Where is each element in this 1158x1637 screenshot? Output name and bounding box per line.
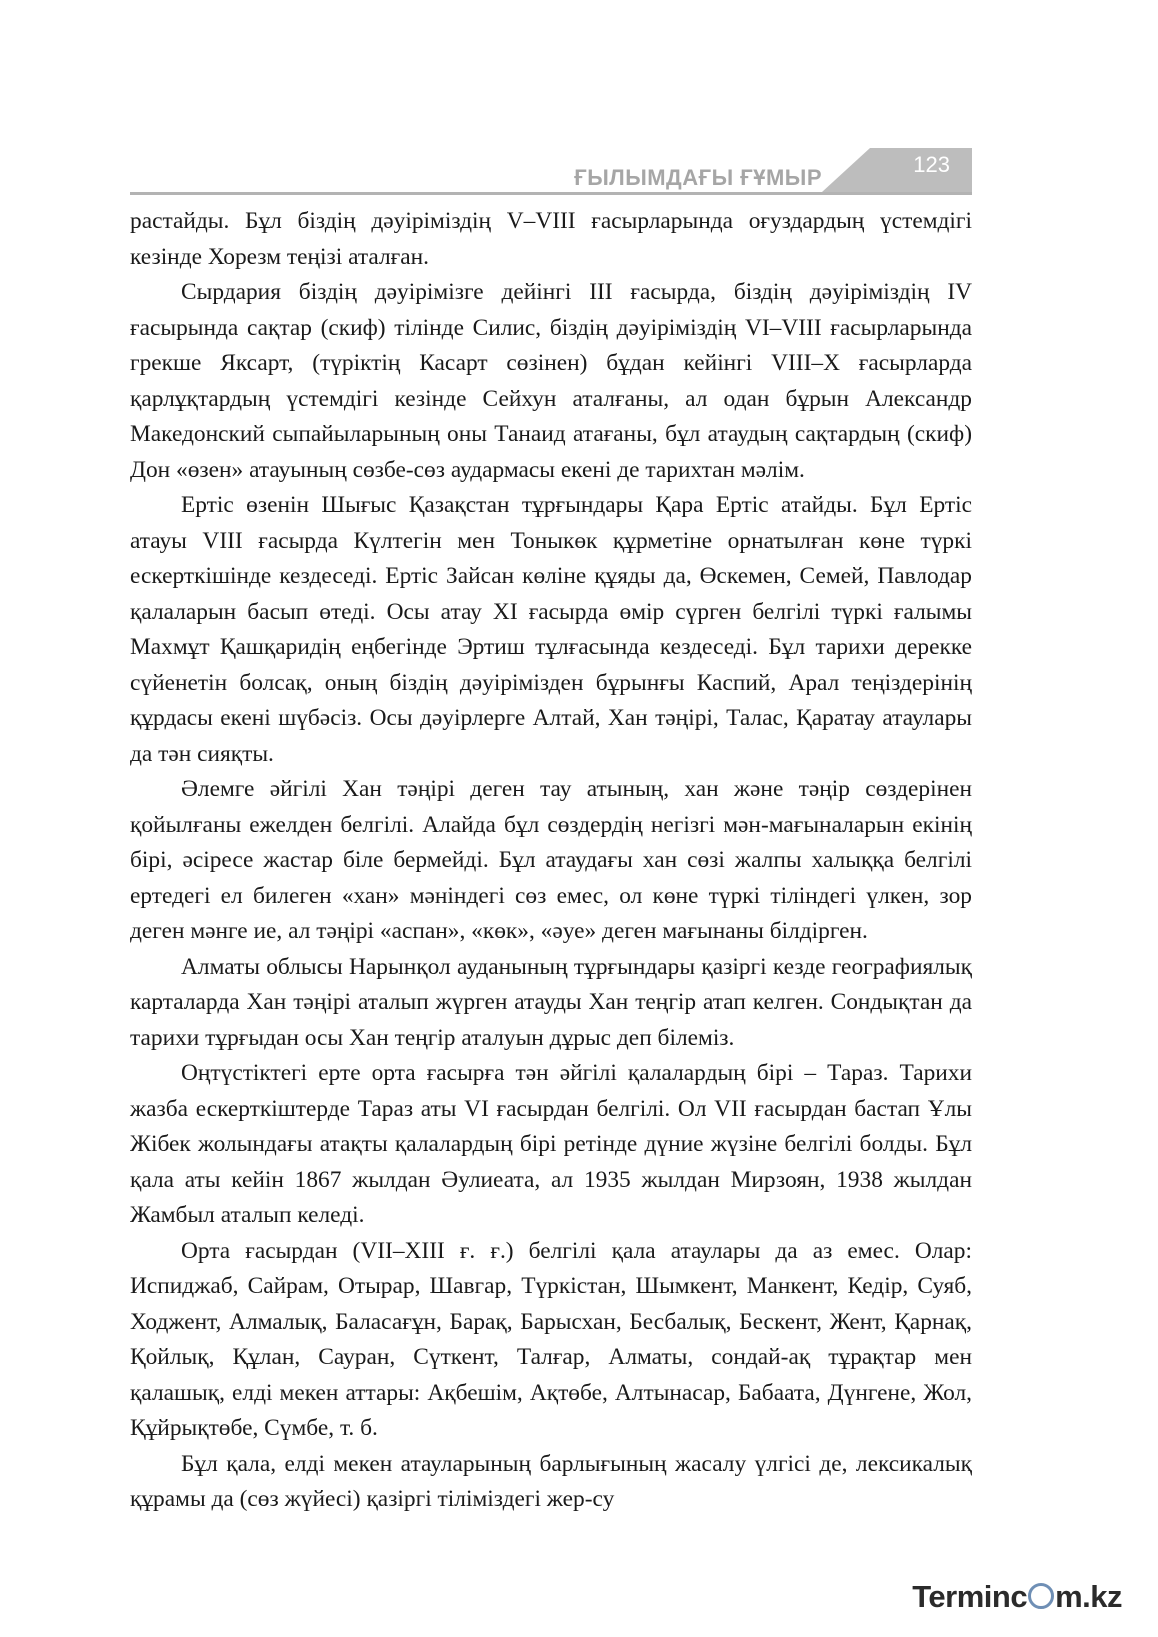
paragraph: Орта ғасырдан (VII–XIII ғ. ғ.) белгілі қала атаулары да аз емес. Олар: Испиджаб, Сайрам, Отырар, Шавгар, Түркістан, Шымкент, Манкент, Кедір, Суяб, Ходжент, Алмалық, Баласағұн, Барақ, Барысхан, Бесбалық, Бескент, Жент, Қарнақ, Қойлық, Құлан, Сауран, Сүткент, Талғар, Алматы, сондай-ақ тұрақтар мен қалашық, елді мекен аттары: Ақбешім, Ақтөбе, Алтынасар, Бабаата, Дүнгене, Жол, Құйрықтөбе, Сүмбе, т. б. bbox=[130, 1237, 972, 1441]
paragraph: Бұл қала, елді мекен атауларының барлығының жасалу үлгісі де, лексикалық құрамы да (сөз жүйесі) қазіргі тіліміздегі жер-су bbox=[130, 1450, 972, 1512]
paragraph: Әлемге әйгілі Хан тәңірі деген тау атының, хан және тәңір сөздерінен қойылғаны ежелден белгілі. Алайда бұл сөздердің негізгі мән-мағыналарын екінің бірі, әсіресе жастар біле бермейді. Бұл атаудағы хан сөзі жалпы халыққа белгілі ертедегі ел билеген «хан» мәніндегі сөз емес, ол көне түркі тіліндегі үлкен, зор деген мәнге ие, ал тәңірі «аспан», «көк», «әуе» деген мағынаны білдірген. bbox=[130, 776, 972, 944]
body-text bbox=[130, 204, 972, 1518]
watermark-logo bbox=[912, 1579, 1122, 1615]
paragraph: растайды. Бұл біздің дәуіріміздің V–VIII ғасырларында оғуздардың үстемдігі кезінде Хорезм теңізі аталған. bbox=[130, 208, 972, 270]
paragraph: Ертіс өзенін Шығыс Қазақстан тұрғындары Қара Ертіс атайды. Бұл Ертіс атауы VIII ғасырда Күлтегін мен Тоныкөк құрметіне орнатылған көне түркі ескерткішінде кездеседі. Ертіс Зайсан көліне құяды да, Өскемен, Семей, Павлодар қалаларын басып өтеді. Осы атау XI ғасырда өмір сүрген белгілі түркі ғалымы Махмұт Қашқаридің еңбегінде Эртиш тұлғасында кездеседі. Бұл тарихи дерекке сүйенетін болсақ, оның біздің дәуірімізден бұрынғы Каспий, Арал теңіздерінің құрдасы екені шүбәсіз. Осы дәуірлерге Алтай, Хан тәңірі, Талас, Қаратау атаулары да тән сияқты. bbox=[130, 492, 972, 767]
header-rule bbox=[130, 192, 972, 195]
header-title: ҒЫЛЫМДАҒЫ ҒҰМЫР bbox=[574, 165, 822, 190]
watermark-prefix: Terminc bbox=[912, 1579, 1028, 1614]
page-number: 123 bbox=[913, 152, 950, 177]
running-header bbox=[130, 148, 972, 198]
watermark-suffix: m.kz bbox=[1055, 1579, 1122, 1614]
paragraph: Алматы облысы Нарынқол ауданының тұрғындары қазіргі кезде географиялық карталарда Хан тәңірі аталып жүрген атауды Хан теңгір атап келген. Сондықтан да тарихи тұрғыдан осы Хан теңгір аталуын дұрыс деп білеміз. bbox=[130, 953, 972, 1051]
magnifier-icon bbox=[1028, 1583, 1054, 1609]
paragraph: Сырдария біздің дәуірімізге дейінгі ІІІ ғасырда, біздің дәуіріміздің IV ғасырында сақтар (скиф) тілінде Силис, біздің дәуіріміздің VI–VIII ғасырларында грекше Яксарт, (түріктің Касарт сөзінен) бұдан кейінгі VIII–X ғасырларда қарлұқтардың үстемдігі кезінде Сейхун аталғаны, ал одан бұрын Александр Македонский сыпайыларының оны Танаид атағаны, бұл атаудың сақтардың (скиф) Дон «өзен» атауының сөзбе-сөз аудармасы екені де тарихтан мәлім. bbox=[130, 279, 972, 483]
paragraph: Оңтүстіктегі ерте орта ғасырға тән әйгілі қалалардың бірі – Тараз. Тарихи жазба ескерткіштерде Тараз аты VI ғасырдан белгілі. Ол VII ғасырдан бастап Ұлы Жібек жолындағы атақты қалалардың бірі ретінде дүние жүзіне белгілі болды. Бұл қала аты кейін 1867 жылдан Әулиеата, ал 1935 жылдан Мирзоян, 1938 жылдан Жамбыл аталып келеді. bbox=[130, 1060, 972, 1228]
